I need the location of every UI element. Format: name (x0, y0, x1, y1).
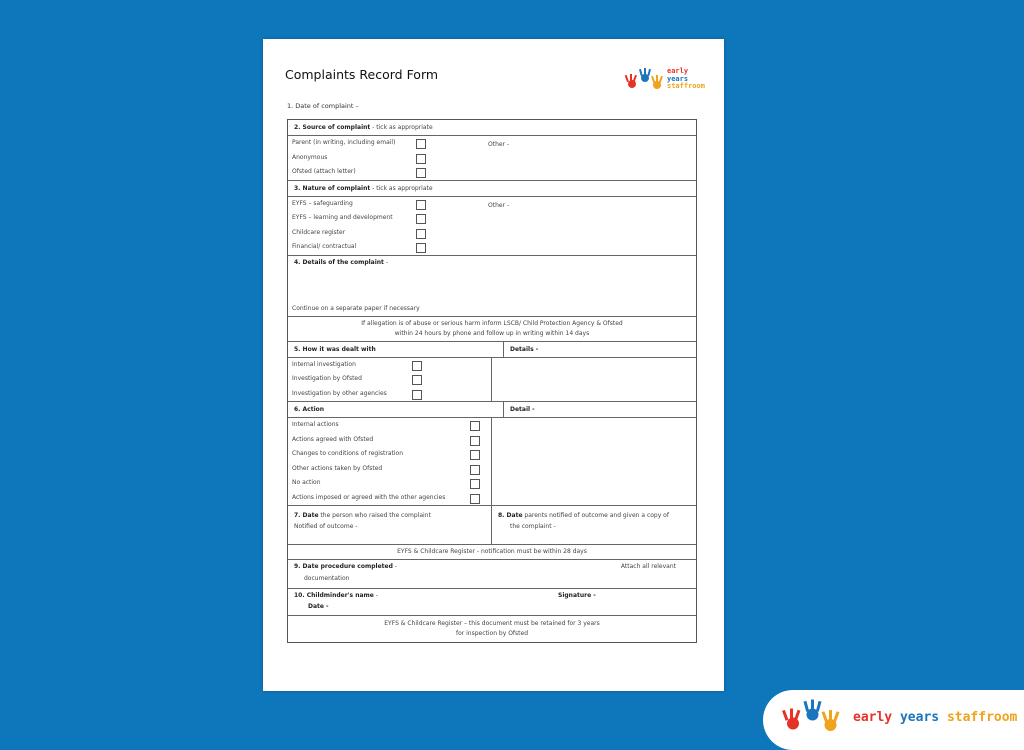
brand-text: early years staffroom (853, 710, 1018, 725)
checkbox[interactable] (470, 479, 480, 489)
notification-notice: EYFS & Childcare Register - notification must be within 28 days (288, 545, 696, 560)
nature-option: Childcare register (288, 226, 696, 241)
checkbox[interactable] (416, 168, 426, 178)
checkbox[interactable] (416, 200, 426, 210)
checkbox[interactable] (470, 436, 480, 446)
source-option: Ofsted (attach letter) (288, 165, 696, 180)
section-6-header: 6. Action Detail - (288, 402, 696, 418)
checkbox[interactable] (470, 465, 480, 475)
action-option: Other actions taken by Ofsted (288, 462, 491, 477)
section-3-header: 3. Nature of complaint - tick as appropriate (288, 181, 696, 197)
section-7-8: 7. Date the person who raised the complaint Notified of outcome - 8. Date parents notified of outcome and given a copy of the complaint - (288, 506, 696, 545)
retention-notice: EYFS & Childcare Register – this document must be retained for 3 years for inspection by Ofsted (384, 620, 600, 637)
logo (623, 67, 715, 97)
checkbox[interactable] (416, 139, 426, 149)
logo-text: early years staffroom (667, 67, 705, 90)
dealt-option: Investigation by Ofsted (288, 372, 491, 387)
page-title: Complaints Record Form (285, 67, 439, 82)
complaint-form-table (287, 119, 697, 643)
continue-note: Continue on a separate paper if necessary (292, 304, 420, 312)
form-page (263, 39, 724, 691)
detail-box[interactable] (492, 418, 696, 505)
action-option: Actions agreed with Ofsted (288, 433, 491, 448)
section-10: 10. Childminder's name - Signature - Date - (288, 589, 696, 616)
hands-icon (623, 67, 665, 95)
checkbox[interactable] (412, 361, 422, 371)
section-3-body (288, 197, 696, 256)
action-option: Actions imposed or agreed with the other agencies (288, 491, 491, 506)
nature-option: EYFS – learning and development (288, 211, 696, 226)
section-9: 9. Date procedure completed - Attach all relevant documentation (288, 560, 696, 589)
checkbox[interactable] (470, 421, 480, 431)
section-2-header: 2. Source of complaint - tick as appropriate (288, 120, 696, 136)
checkbox[interactable] (412, 390, 422, 400)
details-box[interactable] (492, 358, 696, 402)
action-option: Changes to conditions of registration (288, 447, 491, 462)
source-option: Parent (in writing, including email) Other - (292, 139, 510, 148)
nature-option: EYFS – safeguarding Other - (292, 199, 510, 209)
date-of-complaint-label: 1. Date of complaint – (287, 102, 359, 110)
action-option: Internal actions (288, 418, 491, 433)
section-5-header: 5. How it was dealt with Details - (288, 342, 696, 358)
checkbox[interactable] (470, 450, 480, 460)
checkbox[interactable] (412, 375, 422, 385)
section-4: 4. Details of the complaint - Continue on a separate paper if necessary (288, 256, 696, 317)
hands-icon (773, 698, 849, 740)
source-option: Anonymous (288, 151, 696, 166)
section-2-body (288, 136, 696, 181)
action-option: No action (288, 476, 491, 491)
brand-logo (763, 690, 1024, 750)
nature-option: Financial/ contractual (288, 240, 696, 255)
dealt-option: Internal investigation (288, 358, 491, 373)
checkbox[interactable] (416, 229, 426, 239)
checkbox[interactable] (416, 243, 426, 253)
section-5-body (288, 358, 696, 403)
allegation-notice: If allegation is of abuse or serious harm inform LSCB/ Child Protection Agency & Ofsted within 24 hours by phone and follow up in writing within 14 days (288, 317, 696, 342)
dealt-option: Investigation by other agencies (288, 387, 491, 402)
checkbox[interactable] (416, 154, 426, 164)
checkbox[interactable] (470, 494, 480, 504)
checkbox[interactable] (416, 214, 426, 224)
section-6-body (288, 418, 696, 506)
